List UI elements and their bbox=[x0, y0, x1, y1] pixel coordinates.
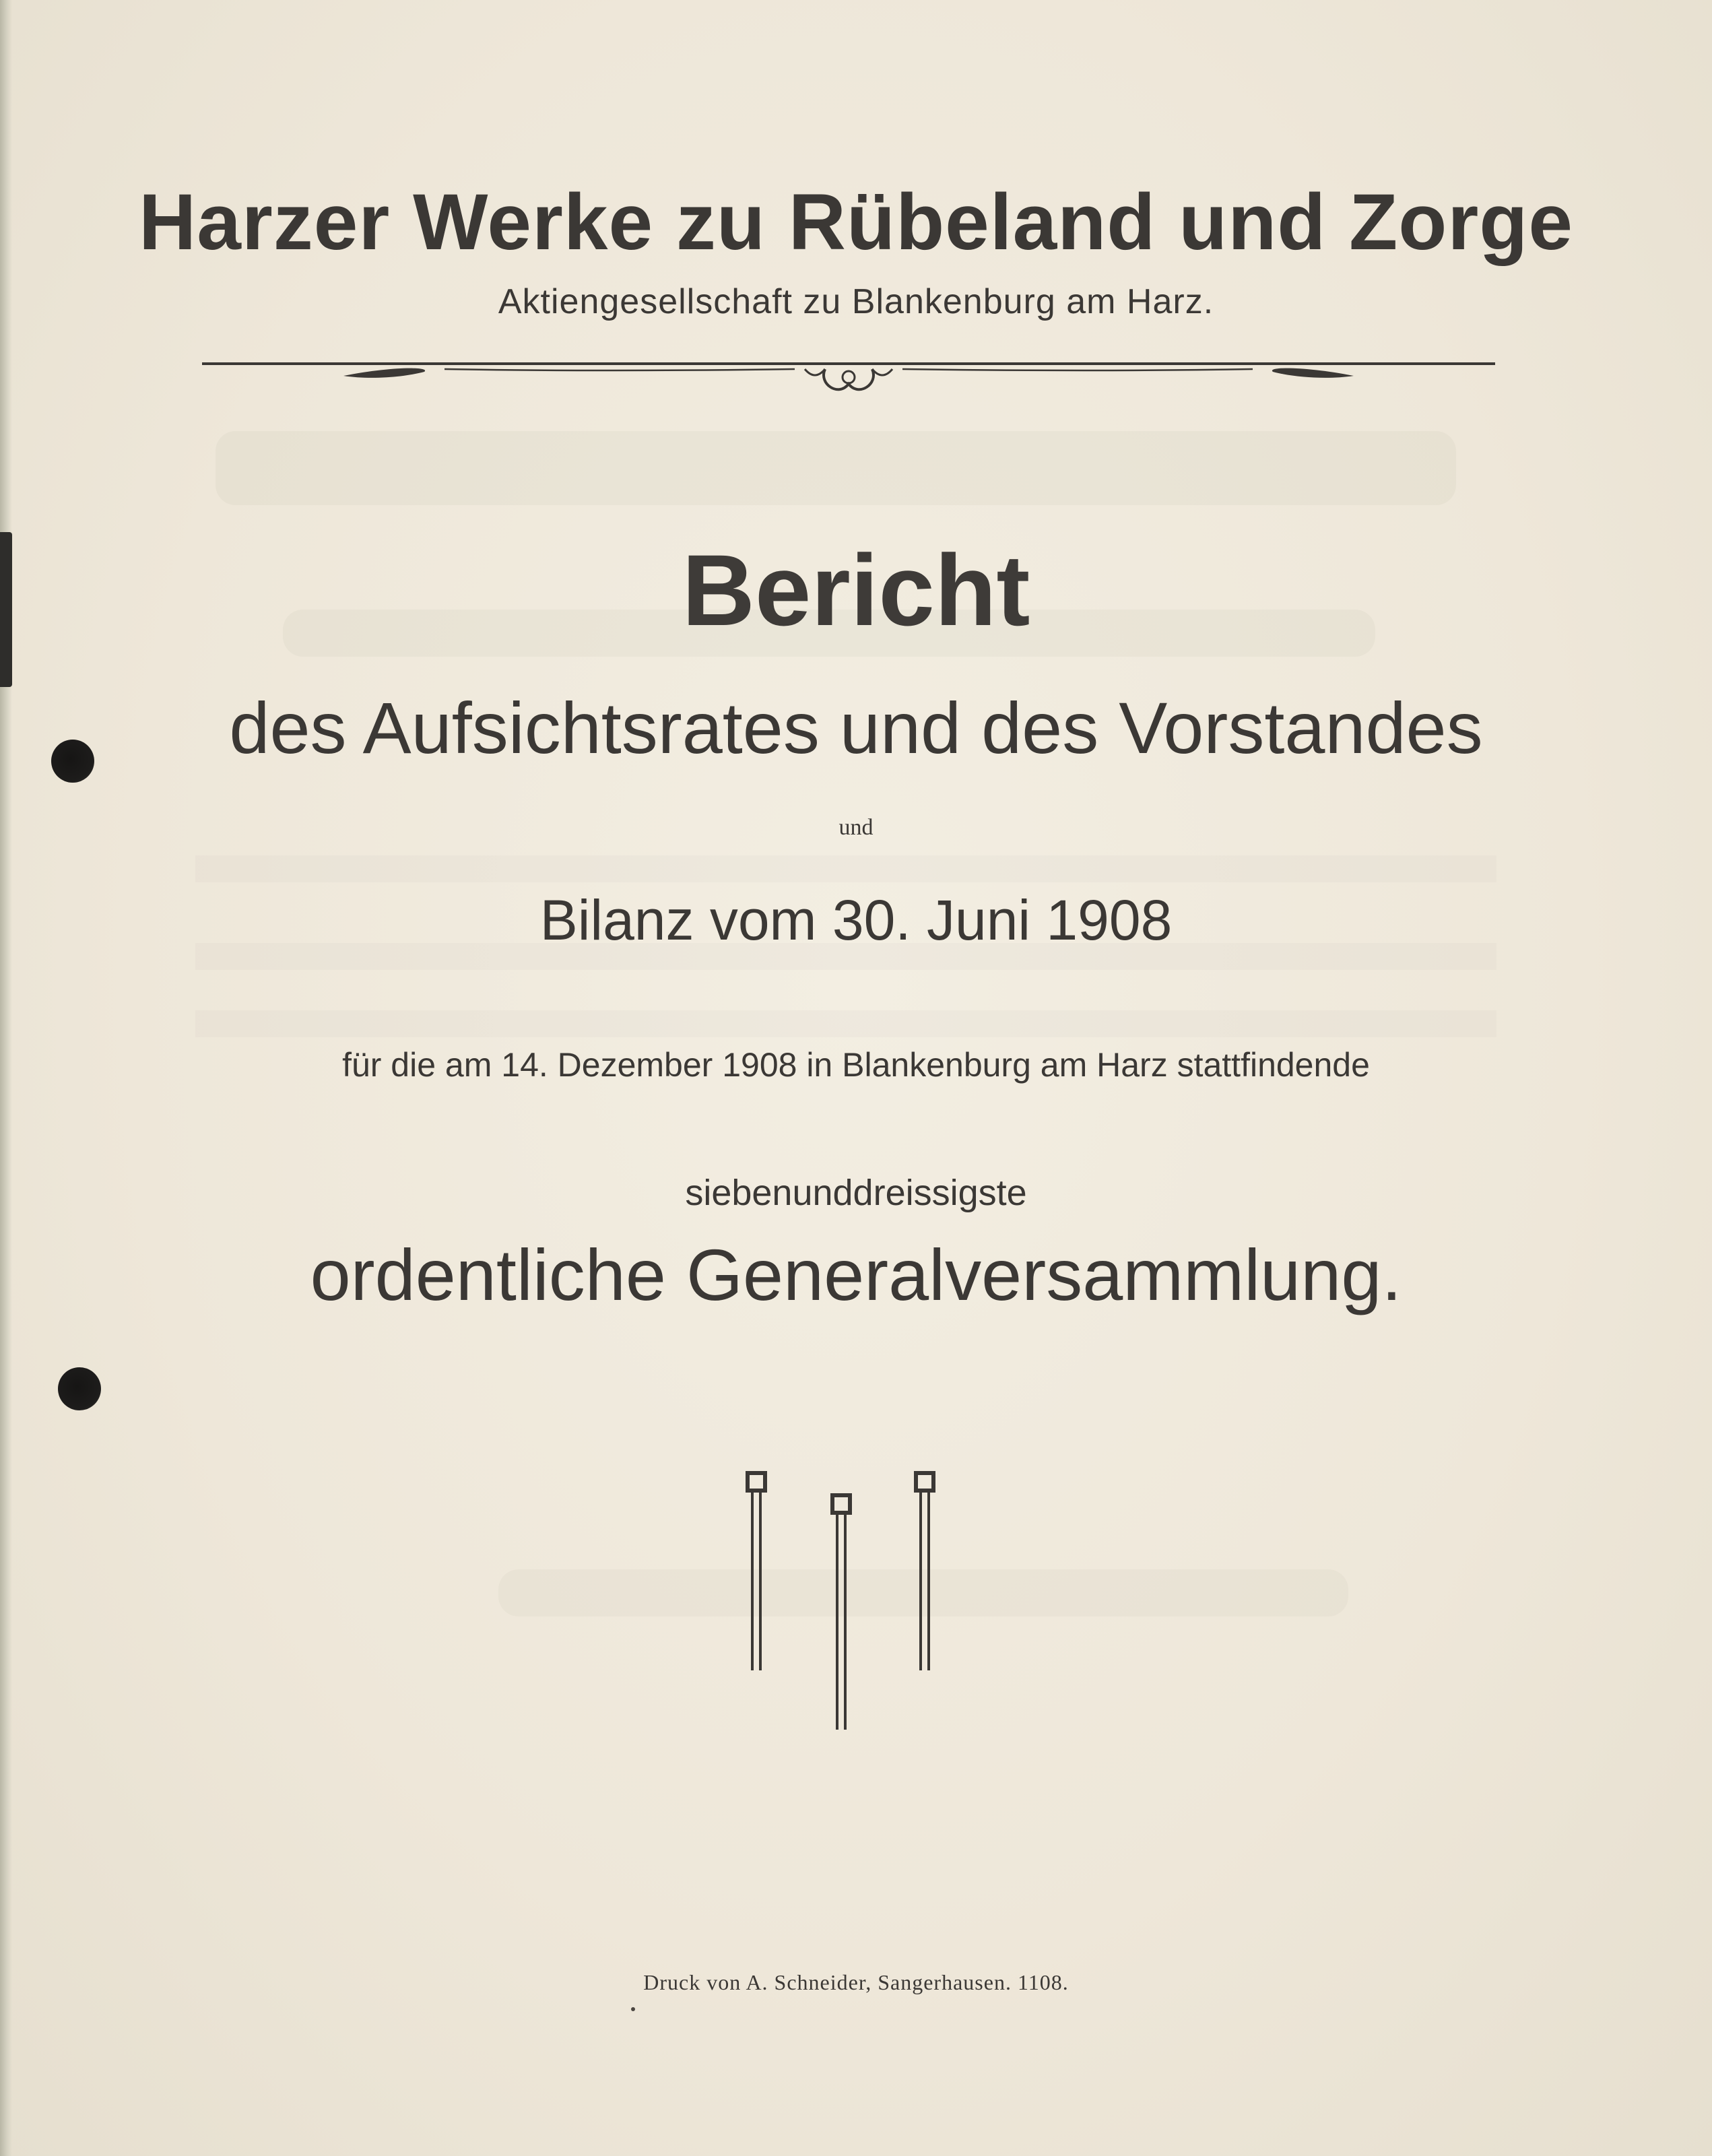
meeting-ordinal: siebenunddreissigste bbox=[685, 1173, 1027, 1213]
document-title: Bericht bbox=[682, 533, 1030, 647]
printer-imprint: Druck von A. Schneider, Sangerhausen. 1108. bbox=[643, 1970, 1069, 1994]
document-subtitle: des Aufsichtsrates und des Vorstandes bbox=[229, 687, 1483, 769]
ornamental-rule bbox=[202, 357, 1495, 411]
ink-speck bbox=[631, 2007, 635, 2011]
balance-date-line: Bilanz vom 30. Juni 1908 bbox=[539, 888, 1173, 952]
connector-text: und bbox=[838, 815, 874, 840]
company-name: Harzer Werke zu Rübeland und Zorge bbox=[139, 178, 1573, 267]
vertical-bars-ornament bbox=[734, 1462, 963, 1744]
punch-hole-bottom bbox=[58, 1367, 101, 1410]
company-subtitle: Aktiengesellschaft zu Blankenburg am Harz. bbox=[498, 282, 1214, 321]
meeting-date-line: für die am 14. Dezember 1908 in Blankenburg am Harz stattfindende bbox=[342, 1046, 1370, 1084]
meeting-type: ordentliche Generalversammlung. bbox=[310, 1234, 1402, 1315]
